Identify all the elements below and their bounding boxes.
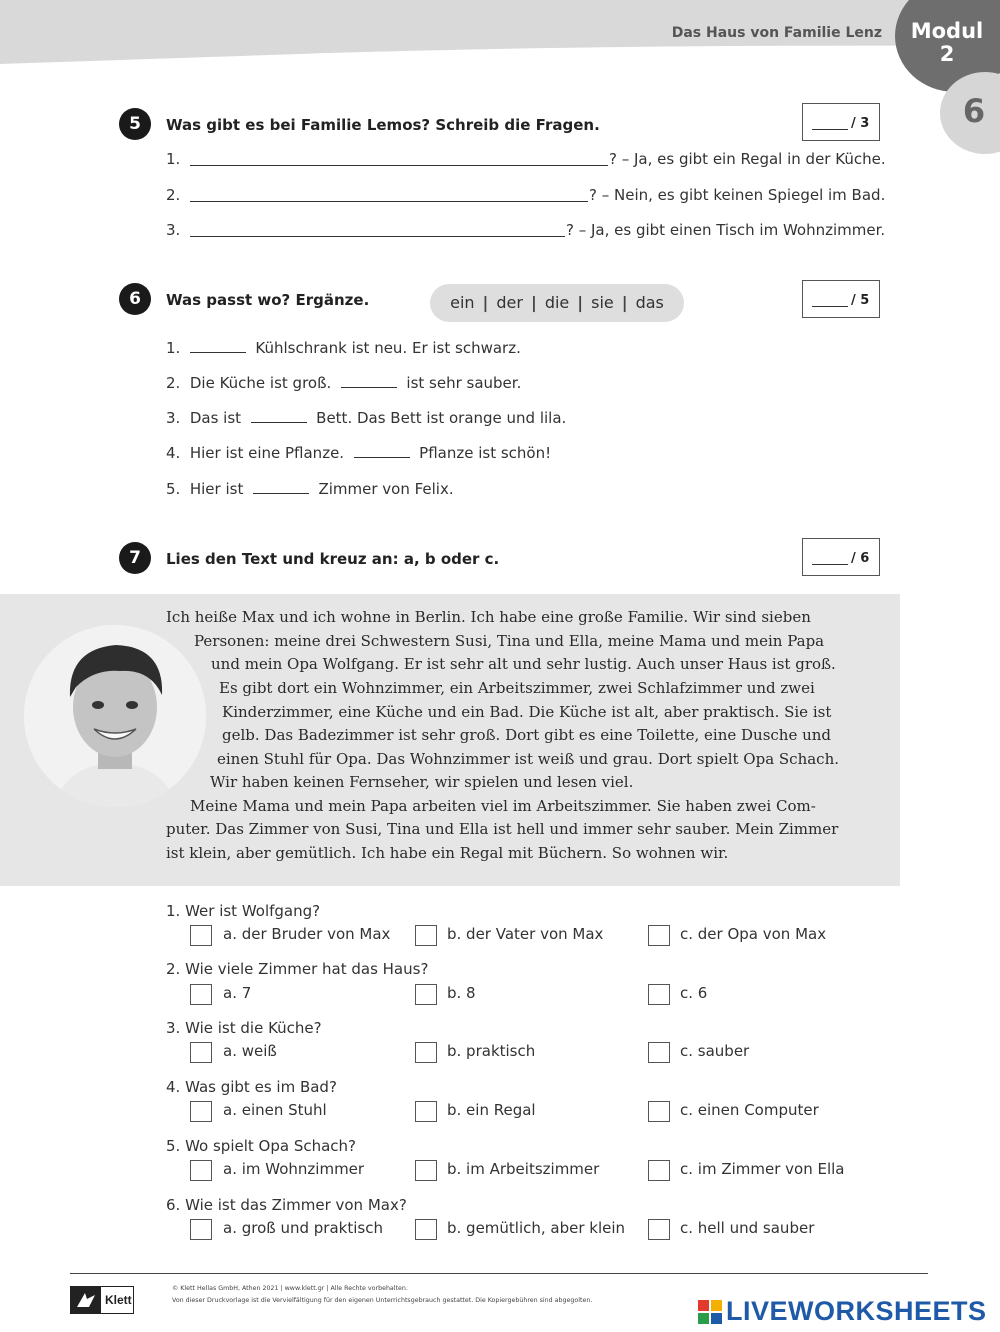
item-text-after: Zimmer von Felix.: [318, 480, 454, 498]
item-text-before: Das ist: [189, 409, 242, 427]
option-c: c. 6: [680, 984, 708, 1002]
exercise-5-answer: ? – Nein, es gibt keinen Spiegel im Bad.: [589, 186, 886, 204]
item-number: 3.: [166, 409, 181, 427]
story-line: puter. Das Zimmer von Susi, Tina und Ella ist hell und immer sehr sauber. Mein Zimmer: [166, 820, 839, 838]
item-number: 2.: [166, 374, 181, 392]
checkbox[interactable]: [415, 1160, 437, 1181]
checkbox[interactable]: [190, 925, 212, 946]
question: 2. Wie viele Zimmer hat das Haus?: [166, 960, 429, 978]
boy-portrait-illustration: [24, 625, 206, 807]
option-c: c. im Zimmer von Ella: [680, 1160, 845, 1178]
option-c: c. hell und sauber: [680, 1219, 815, 1237]
modul-label: [905, 20, 989, 66]
item-text-after: ist sehr sauber.: [406, 374, 522, 392]
checkbox[interactable]: [648, 1101, 670, 1122]
word-separator: |: [530, 293, 537, 312]
item-number: 1.: [166, 150, 181, 168]
exercise-5-item: [166, 186, 180, 204]
question: 6. Wie ist das Zimmer von Max?: [166, 1196, 407, 1214]
checkbox[interactable]: [415, 1042, 437, 1063]
option-a: a. groß und praktisch: [223, 1219, 383, 1237]
word-bank-word: die: [544, 293, 570, 312]
checkbox[interactable]: [648, 1042, 670, 1063]
question: 4. Was gibt es im Bad?: [166, 1078, 337, 1096]
word-bank-word: der: [496, 293, 523, 312]
option-b: b. gemütlich, aber klein: [447, 1219, 626, 1237]
question: 1. Wer ist Wolfgang?: [166, 902, 321, 920]
score-blank: [812, 306, 848, 307]
exercise-5-title: Was gibt es bei Familie Lemos? Schreib die Fragen.: [166, 116, 600, 134]
story-line: Ich heiße Max und ich wohne in Berlin. Ich habe eine große Familie. Wir sind sieben: [166, 608, 811, 626]
answer-blank[interactable]: [190, 236, 565, 237]
checkbox[interactable]: [648, 1219, 670, 1240]
exercise-5-item: [166, 221, 180, 239]
footer-copyright: © Klett Hellas GmbH, Athen 2021 | www.klett.gr | Alle Rechte vorbehalten.: [172, 1285, 408, 1292]
option-b: b. praktisch: [447, 1042, 536, 1060]
liveworksheets-icon: [698, 1300, 722, 1324]
footer-notice: Von dieser Druckvorlage ist die Vervielfältigung für den eigenen Unterrichtsgebrauch gestattet. Die Kopiergebühren sind abgegolten.: [172, 1297, 593, 1304]
score-blank: [812, 564, 848, 565]
score-blank: [812, 129, 848, 130]
logo-square-blue: [711, 1313, 722, 1324]
checkbox[interactable]: [415, 1219, 437, 1240]
story-line: Kinderzimmer, eine Küche und ein Bad. Die Küche ist alt, aber praktisch. Sie ist: [222, 703, 832, 721]
exercise-7-number: 7: [119, 542, 151, 574]
question: 5. Wo spielt Opa Schach?: [166, 1137, 356, 1155]
answer-blank[interactable]: [190, 165, 608, 166]
fill-blank[interactable]: [341, 373, 397, 388]
page-title: Das Haus von Familie Lenz: [671, 25, 882, 41]
exercise-7-title: Lies den Text und kreuz an: a, b oder c.: [166, 550, 500, 568]
klett-logo-text: Klett: [105, 1293, 132, 1307]
logo-square-red: [698, 1300, 709, 1311]
item-text-after: Bett. Das Bett ist orange und lila.: [316, 409, 567, 427]
exercise-5-score-box: [802, 103, 880, 141]
question: 3. Wie ist die Küche?: [166, 1019, 322, 1037]
checkbox[interactable]: [190, 1042, 212, 1063]
boy-photo: [24, 625, 206, 807]
item-number: 3.: [166, 221, 181, 239]
word-bank: [430, 284, 684, 322]
exercise-5-score: / 3: [851, 116, 870, 131]
fill-blank[interactable]: [251, 408, 307, 423]
story-line: einen Stuhl für Opa. Das Wohnzimmer ist weiß und grau. Dort spielt Opa Schach.: [217, 750, 840, 768]
footer-divider: [70, 1273, 928, 1274]
exercise-7-score-box: [802, 538, 880, 576]
item-text-after: Pflanze ist schön!: [419, 444, 552, 462]
option-b: b. im Arbeitszimmer: [447, 1160, 600, 1178]
liveworksheets-logo[interactable]: LIVEWORKSHEETS: [726, 1296, 987, 1326]
word-separator: |: [482, 293, 489, 312]
exercise-6-title: Was passt wo? Ergänze.: [166, 291, 370, 309]
option-a: a. 7: [223, 984, 252, 1002]
fill-blank[interactable]: [190, 338, 246, 353]
checkbox[interactable]: [415, 1101, 437, 1122]
exercise-6-item: [166, 479, 454, 498]
item-number: 2.: [166, 186, 181, 204]
checkbox[interactable]: [190, 1101, 212, 1122]
story-line: Es gibt dort ein Wohnzimmer, ein Arbeitszimmer, zwei Schlafzimmer und zwei: [219, 679, 815, 697]
exercise-6-score-box: [802, 280, 880, 318]
story-line: Meine Mama und mein Papa arbeiten viel im Arbeitszimmer. Sie haben zwei Com-: [190, 797, 816, 815]
checkbox[interactable]: [415, 984, 437, 1005]
logo-square-yellow: [711, 1300, 722, 1311]
exercise-6-score: / 5: [851, 293, 870, 308]
checkbox[interactable]: [190, 984, 212, 1005]
checkbox[interactable]: [648, 984, 670, 1005]
option-c: c. sauber: [680, 1042, 750, 1060]
word-separator: |: [577, 293, 584, 312]
story-line: gelb. Das Badezimmer ist sehr groß. Dort gibt es eine Toilette, eine Dusche und: [222, 726, 832, 744]
exercise-5-item: [166, 150, 180, 168]
checkbox[interactable]: [190, 1219, 212, 1240]
exercise-6-item: [166, 373, 521, 392]
word-bank-word: sie: [591, 293, 614, 312]
exercise-7-score: / 6: [851, 551, 870, 566]
unit-number: 6: [962, 92, 986, 130]
word-bank-word: ein: [450, 293, 475, 312]
exercise-5-answer: ? – Ja, es gibt ein Regal in der Küche.: [609, 150, 886, 168]
item-text-after: Kühlschrank ist neu. Er ist schwarz.: [255, 339, 521, 357]
option-b: b. ein Regal: [447, 1101, 536, 1119]
word-bank-word: das: [635, 293, 664, 312]
modul-word: Modul: [910, 19, 984, 43]
item-number: 1.: [166, 339, 181, 357]
exercise-6-number: 6: [119, 283, 151, 315]
klett-logo: [70, 1286, 134, 1314]
option-a: a. im Wohnzimmer: [223, 1160, 365, 1178]
story-line: und mein Opa Wolfgang. Er ist sehr alt und sehr lustig. Auch unser Haus ist groß.: [211, 655, 836, 673]
word-separator: |: [621, 293, 628, 312]
exercise-6-item: [166, 338, 521, 357]
option-b: b. 8: [447, 984, 476, 1002]
item-number: 5.: [166, 480, 181, 498]
story-line: ist klein, aber gemütlich. Ich habe ein Regal mit Büchern. So wohnen wir.: [166, 844, 729, 862]
checkbox[interactable]: [190, 1160, 212, 1181]
exercise-5-answer: ? – Ja, es gibt einen Tisch im Wohnzimmer.: [566, 221, 886, 239]
option-a: a. der Bruder von Max: [223, 925, 391, 943]
item-text-before: Hier ist: [189, 480, 244, 498]
klett-logo-mark: [71, 1287, 101, 1313]
item-text-before: Die Küche ist groß.: [189, 374, 332, 392]
checkbox[interactable]: [648, 1160, 670, 1181]
logo-square-green: [698, 1313, 709, 1324]
option-c: c. einen Computer: [680, 1101, 819, 1119]
checkbox[interactable]: [415, 925, 437, 946]
checkbox[interactable]: [648, 925, 670, 946]
modul-number: 2: [939, 42, 955, 66]
option-b: b. der Vater von Max: [447, 925, 604, 943]
exercise-5-number: 5: [119, 108, 151, 140]
exercise-6-item: [166, 443, 551, 462]
story-line: Personen: meine drei Schwestern Susi, Tina und Ella, meine Mama und mein Papa: [194, 632, 825, 650]
answer-blank[interactable]: [190, 201, 588, 202]
option-c: c. der Opa von Max: [680, 925, 827, 943]
fill-blank[interactable]: [354, 443, 410, 458]
fill-blank[interactable]: [253, 479, 309, 494]
story-line: Wir haben keinen Fernseher, wir spielen und lesen viel.: [210, 773, 634, 791]
exercise-6-item: [166, 408, 566, 427]
option-a: a. weiß: [223, 1042, 277, 1060]
item-number: 4.: [166, 444, 181, 462]
option-a: a. einen Stuhl: [223, 1101, 327, 1119]
klett-bird-icon: [71, 1287, 101, 1313]
item-text-before: Hier ist eine Pflanze.: [189, 444, 345, 462]
